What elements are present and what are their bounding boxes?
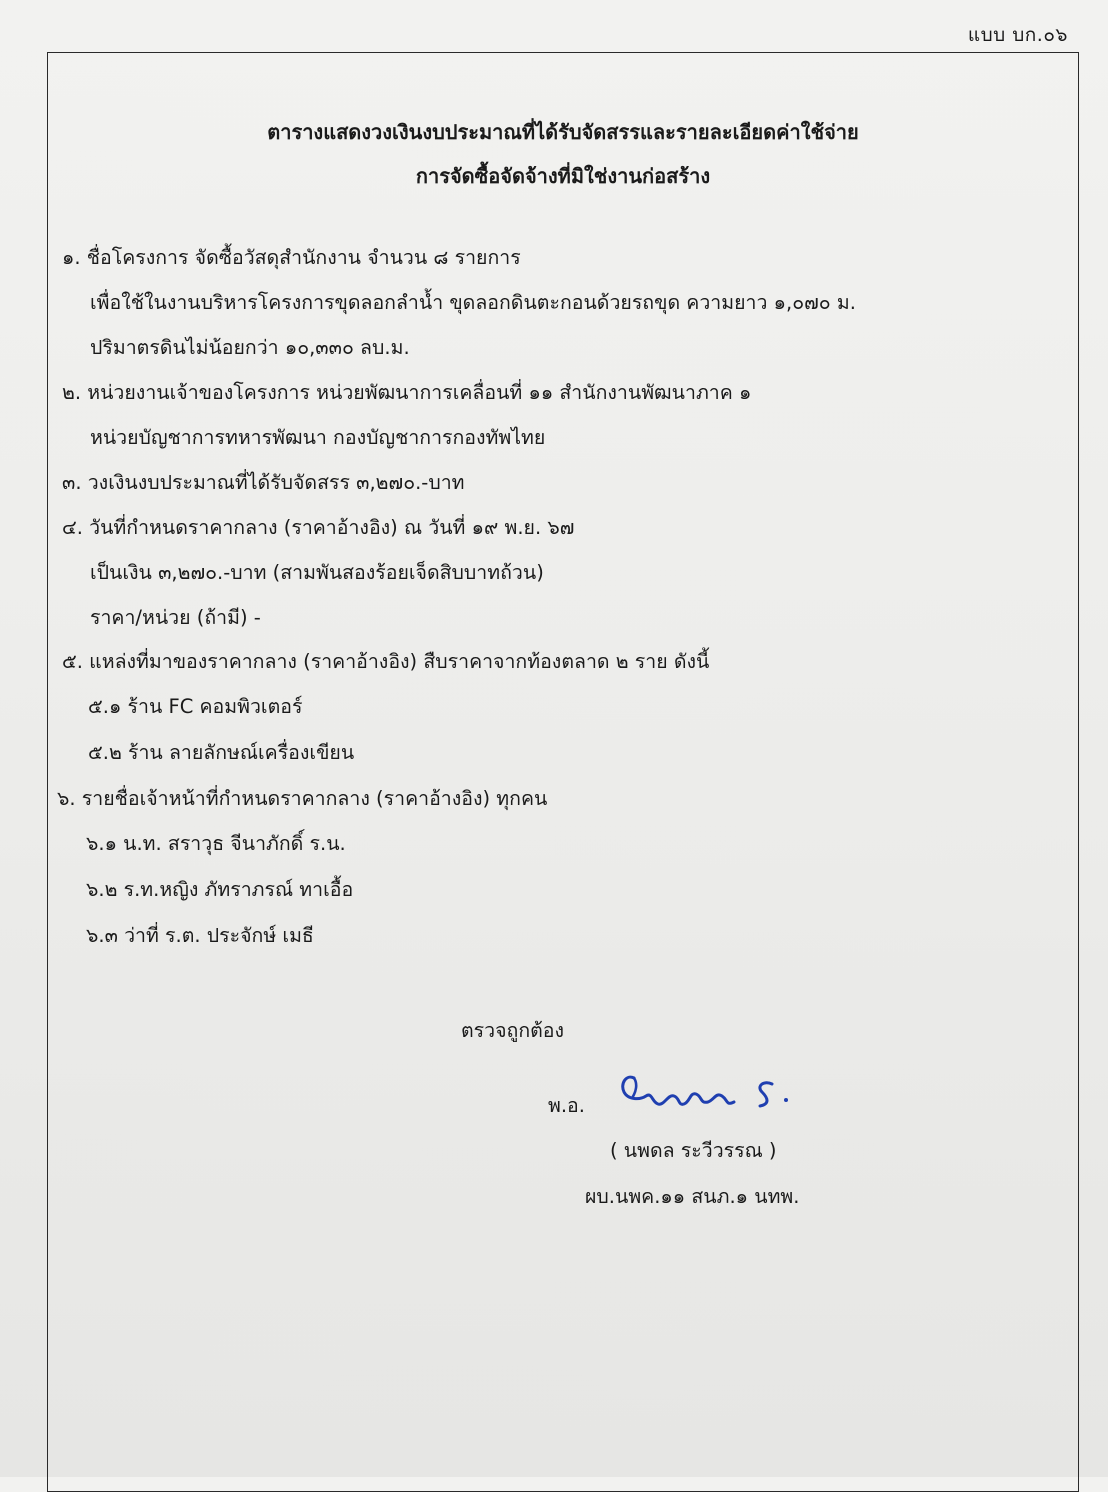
- item-5-source-2: ๕.๒ ร้าน ลายลักษณ์เครื่องเขียน: [88, 741, 355, 764]
- signer-name: ( นพดล ระวีวรรณ ): [610, 1139, 777, 1162]
- item-4-unit-price: ราคา/หน่วย (ถ้ามี) -: [90, 606, 261, 629]
- item-5-price-sources: ๕. แหล่งที่มาของราคากลาง (ราคาอ้างอิง) สืบราคาจากท้องตลาด ๒ ราย ดังนี้: [62, 650, 710, 673]
- item-1-volume: ปริมาตรดินไม่น้อยกว่า ๑๐,๓๓๐ ลบ.ม.: [90, 336, 410, 359]
- document-title-line1: ตารางแสดงวงเงินงบประมาณที่ได้รับจัดสรรและรายละเอียดค่าใช้จ่าย: [267, 120, 859, 144]
- item-4-reference-date: ๔. วันที่กำหนดราคากลาง (ราคาอ้างอิง) ณ วันที่ ๑๙ พ.ย. ๖๗: [62, 516, 575, 539]
- signer-rank: พ.อ.: [548, 1094, 585, 1117]
- item-4-amount: เป็นเงิน ๓,๒๗๐.-บาท (สามพันสองร้อยเจ็ดสิบบาทถ้วน): [90, 561, 544, 584]
- item-6-official-1: ๖.๑ น.ท. สราวุธ จีนาภักดิ์ ร.น.: [86, 832, 346, 855]
- item-2-owner-unit: ๒. หน่วยงานเจ้าของโครงการ หน่วยพัฒนาการเคลื่อนที่ ๑๑ สำนักงานพัฒนาภาค ๑: [62, 381, 752, 404]
- item-5-source-1: ๕.๑ ร้าน FC คอมพิวเตอร์: [88, 695, 303, 718]
- item-6-official-2: ๖.๒ ร.ท.หญิง ภัทราภรณ์ ทาเอื้อ: [86, 878, 354, 901]
- item-6-official-3: ๖.๓ ว่าที่ ร.ต. ประจักษ์ เมธี: [86, 924, 314, 947]
- signer-position: ผบ.นพค.๑๑ สนภ.๑ นทพ.: [585, 1185, 800, 1208]
- item-2-command: หน่วยบัญชาการทหารพัฒนา กองบัญชาการกองทัพไทย: [90, 426, 546, 449]
- form-code: แบบ บก.๐๖: [967, 24, 1068, 46]
- item-1-purpose: เพื่อใช้ในงานบริหารโครงการขุดลอกลำน้ำ ขุดลอกดินตะกอนด้วยรถขุด ความยาว ๑,๐๗๐ ม.: [90, 291, 856, 314]
- item-6-officials: ๖. รายชื่อเจ้าหน้าที่กำหนดราคากลาง (ราคาอ้างอิง) ทุกคน: [57, 787, 548, 810]
- signature: [618, 1070, 798, 1118]
- item-3-budget: ๓. วงเงินงบประมาณที่ได้รับจัดสรร ๓,๒๗๐.-บาท: [62, 471, 465, 494]
- document-title-line2: การจัดซื้อจัดจ้างที่มิใช่งานก่อสร้าง: [415, 164, 711, 188]
- verified-label: ตรวจถูกต้อง: [461, 1019, 565, 1042]
- item-1-project-name: ๑. ชื่อโครงการ จัดซื้อวัสดุสำนักงาน จำนวน ๘ รายการ: [62, 246, 521, 269]
